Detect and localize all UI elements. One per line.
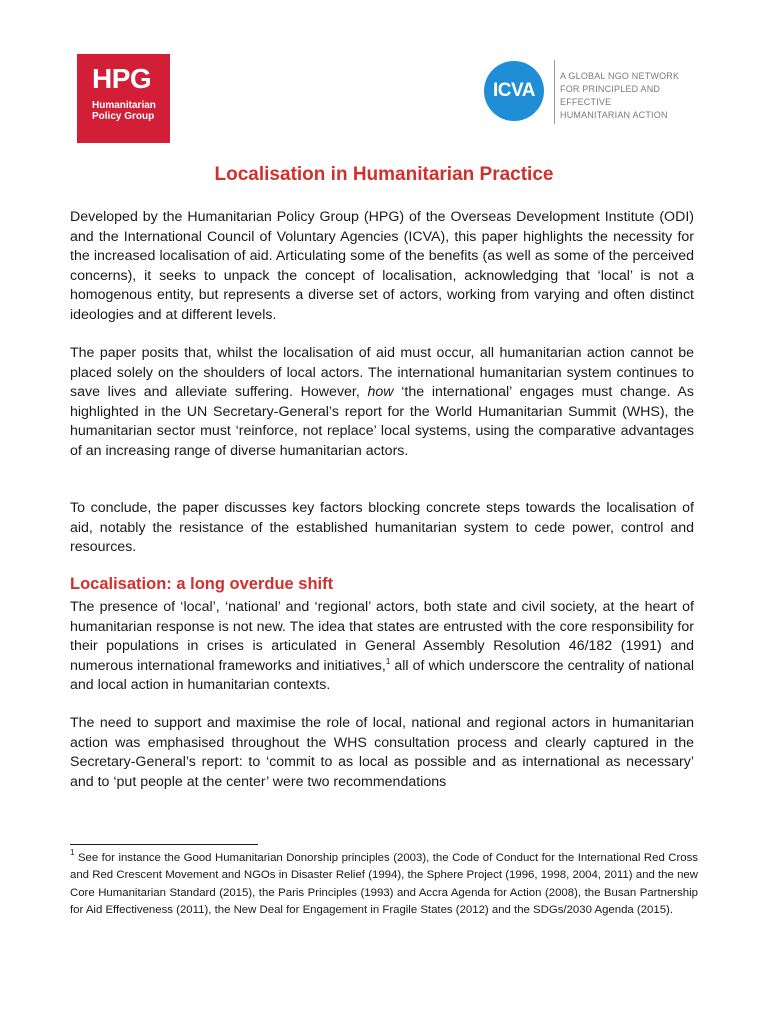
hpg-logo-line: Policy Group <box>92 111 155 122</box>
hpg-logo-mark: HPG <box>92 63 152 94</box>
icva-logo-tagline <box>560 70 714 122</box>
icva-tagline-line: A GLOBAL NGO NETWORK <box>560 71 680 81</box>
document-title: Localisation in Humanitarian Practice <box>214 164 554 185</box>
position-paragraph <box>70 344 694 462</box>
conclusion-paragraph: To conclude, the paper discusses key factors blocking concrete steps towards the localisation of aid, notably the resistance of the established humanitarian system to cede power, control and resources. <box>70 500 694 556</box>
icva-tagline-line: FOR PRINCIPLED AND EFFECTIVE <box>560 84 661 107</box>
hpg-logo-line: Humanitarian <box>92 100 156 111</box>
icva-tagline-line: HUMANITARIAN ACTION <box>560 110 668 120</box>
section-heading: Localisation: a long overdue shift <box>70 575 334 593</box>
paragraph-text: all of which underscore the centrality of national and local action in humanitarian contexts. <box>70 657 694 694</box>
footnote-marker: 1 <box>70 848 75 857</box>
footnote-text: See for instance the Good Humanitarian Donorship principles (2003), the Code of Conduct for the International Red Cross and Red Crescent Movement and NGOs in Disaster Relief (1994), the Sphere Project (1996, 1998, 2004, 2011) and the new Core Humanitarian Standard (2015), the Paris Principles (1993) and Accra Agenda for Action (2008), the Busan Partnership for Aid Effectiveness (2011), the New Deal for Engagement in Fragile States (2012) and the SDGs/2030 Agenda (2015). <box>70 852 698 917</box>
paragraph-text: The presence of ‘local’, ‘national’ and ‘regional’ actors, both state and civil society, at the heart of humanitarian response is not new. The idea that states are entrusted with the core responsibility for their populations in crises is articulated in General Assembly Resolution 46/182 (1991) and numerous international frameworks and initiatives, <box>70 599 694 674</box>
icva-logo-divider <box>554 60 555 124</box>
support-paragraph: The need to support and maximise the role of local, national and regional actors in humanitarian action was emphasised throughout the WHS consultation process and clearly captured in the Secretary-General’s report: to ‘commit to as local as possible and as international as necessary’ and to ‘put people at the center’ were two recommendations <box>70 715 694 790</box>
footnote <box>70 850 698 920</box>
icva-logo-mark: ICVA <box>484 61 544 121</box>
icva-logo <box>484 58 714 128</box>
paragraph-text: The paper posits that, whilst the localisation of aid must occur, all humanitarian action cannot be placed solely on the shoulders of local actors. The international humanitarian system continues to save lives and alleviate suffering. However, <box>70 345 694 401</box>
hpg-logo <box>77 54 170 143</box>
emphasis-text: how <box>367 384 394 401</box>
footnote-divider <box>70 844 258 845</box>
presence-paragraph <box>70 598 694 696</box>
hpg-logo-subtitle <box>92 100 170 122</box>
intro-paragraph: Developed by the Humanitarian Policy Group (HPG) of the Overseas Development Institute (ODI) and the International Council of Voluntary Agencies (ICVA), this paper highlights the necessity for the increased localisation of aid. Articulating some of the benefits (as well as some of the perceived concerns), it seeks to unpack the concept of localisation, acknowledging that ‘local’ is not a homogenous entity, but represents a diverse set of actors, working from varying and often distinct ideologies and at different levels. <box>70 209 694 323</box>
footnote-reference[interactable]: 1 <box>385 656 391 666</box>
paragraph-text: ‘the international’ engages must change. As highlighted in the UN Secretary-General’s report for the World Humanitarian Summit (WHS), the humanitarian sector must ‘reinforce, not replace’ local systems, using the comparative advantages of an increasing range of diverse humanitarian actors. <box>70 384 694 459</box>
